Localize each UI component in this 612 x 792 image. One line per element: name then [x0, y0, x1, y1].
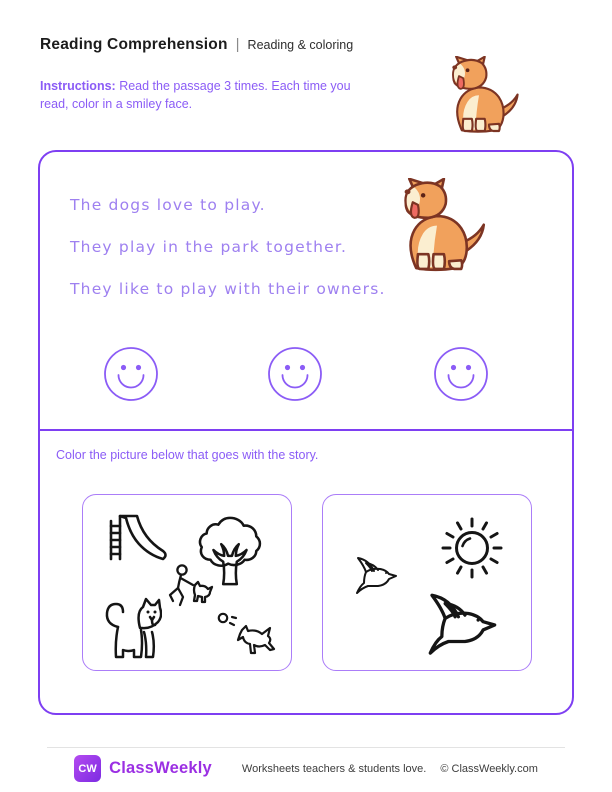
corgi-illustration-small: [436, 56, 522, 136]
worksheet-main-box: [38, 150, 574, 715]
section-divider: [40, 429, 572, 431]
corgi-icon: [436, 56, 522, 136]
worksheet-header: [40, 36, 353, 54]
passage-line: They like to play with their owners.: [70, 280, 386, 298]
sun-icon: [431, 507, 513, 589]
brand-name: ClassWeekly: [109, 759, 212, 777]
smiley-icon: [103, 346, 159, 402]
footer: [0, 755, 612, 782]
footer-divider: [47, 747, 565, 748]
flying-dove-small-icon: [353, 556, 397, 596]
coloring-prompt: Color the picture below that goes with the story.: [56, 448, 319, 462]
flying-dove-large-icon: [421, 592, 499, 658]
instructions-text: [40, 78, 358, 114]
page-title: Reading Comprehension: [40, 36, 228, 53]
husky-dog-icon: [102, 596, 162, 662]
footer-tagline: Worksheets teachers & students love.: [241, 762, 427, 775]
instructions-body: Read the passage 3 times. Each time you read, color in a smiley face.: [40, 79, 351, 111]
smiley-icon: [267, 346, 323, 402]
classweekly-logo-icon: CW: [74, 755, 101, 782]
picture-option-park[interactable]: [82, 494, 292, 671]
corgi-illustration-large: [385, 178, 489, 275]
picture-option-birds[interactable]: [322, 494, 532, 671]
smiley-icon: [433, 346, 489, 402]
reading-passage: [70, 196, 386, 322]
title-separator: |: [235, 36, 240, 53]
smiley-face-1[interactable]: [103, 346, 159, 402]
smiley-face-3[interactable]: [433, 346, 489, 402]
instructions-label: Instructions:: [40, 79, 116, 93]
smiley-face-2[interactable]: [267, 346, 323, 402]
person-walking-dog-icon: [166, 564, 218, 616]
passage-line: They play in the park together.: [70, 238, 348, 256]
page-subtitle: Reading & coloring: [247, 38, 354, 52]
dog-chasing-ball-icon: [216, 610, 278, 656]
corgi-icon: [385, 178, 489, 275]
slide-icon: [99, 509, 173, 569]
footer-copyright: © ClassWeekly.com: [440, 762, 538, 775]
passage-line: The dogs love to play.: [70, 196, 266, 214]
